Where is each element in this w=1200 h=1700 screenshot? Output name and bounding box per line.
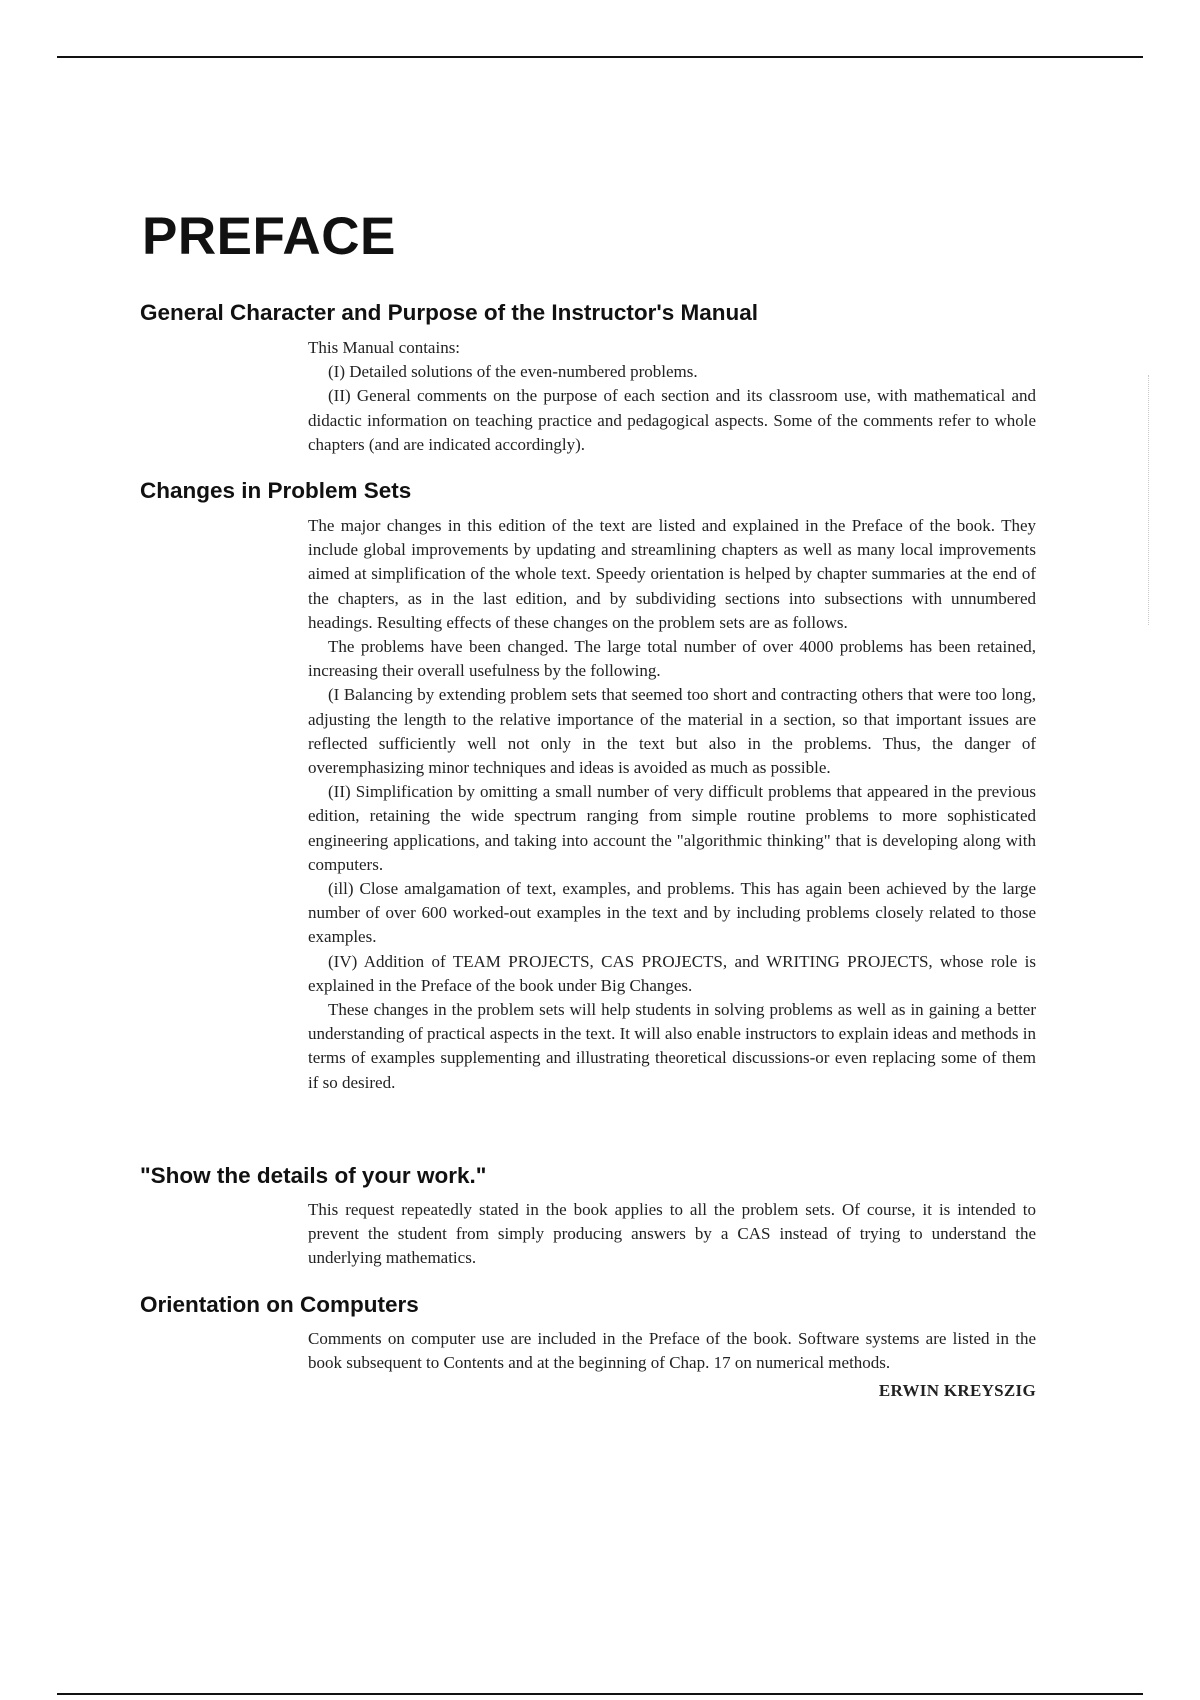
paragraph: (I) Detailed solutions of the even-numbered problems. — [328, 362, 698, 382]
paragraph: (II) General comments on the purpose of each section and its classroom use, with mathematical and didactic information on teaching practice and pedagogical aspects. Some of the comments refer to whole chapters (and are indicated accordingly). — [308, 386, 1036, 454]
paragraph: These changes in the problem sets will help students in solving problems as well as in gaining a better understanding of practical aspects in the text. It will also enable instructors to explain ideas and methods in terms of examples supplementing and illustrating theoretical discussions-or even replacing some of them if so desired. — [308, 1000, 1036, 1092]
paragraph: (I Balancing by extending problem sets that seemed too short and contracting others that were too long, adjusting the length to the relative importance of the material in a section, so that important issues are reflected sufficiently well not only in the text but also in the problems. Thus, the danger of overemphasizing minor techniques and ideas is avoided as much as possible. — [308, 685, 1036, 778]
section-manual-purpose — [308, 336, 1036, 457]
section-heading-manual-purpose: General Character and Purpose of the Instructor's Manual — [140, 300, 758, 325]
paragraph: The problems have been changed. The large total number of over 4000 problems has been retained, increasing their overall usefulness by the following. — [308, 637, 1036, 681]
page-title: PREFACE — [142, 207, 396, 266]
paragraph: This request repeatedly stated in the book applies to all the problem sets. Of course, it is intended to prevent the student from simply producing answers by a CAS instead of trying to understand the underlying mathematics. — [308, 1200, 1036, 1268]
section-computers — [308, 1327, 1036, 1404]
section-show-details — [308, 1198, 1036, 1271]
section-heading-computers: Orientation on Computers — [140, 1292, 419, 1317]
section-heading-problem-sets: Changes in Problem Sets — [140, 478, 412, 503]
section-problem-sets — [308, 514, 1036, 1095]
paragraph: (IV) Addition of TEAM PROJECTS, CAS PROJECTS, and WRITING PROJECTS, whose role is explained in the Preface of the book under Big Changes. — [308, 951, 1036, 995]
scan-margin-mark — [1148, 375, 1150, 625]
paragraph: (ill) Close amalgamation of text, examples, and problems. This has again been achieved by the large number of over 600 worked-out examples in the text and by including problems closely related to those examples. — [308, 879, 1036, 947]
paragraph: (II) Simplification by omitting a small number of very difficult problems that appeared in the previous edition, retaining the wide spectrum ranging from simple routine problems to more sophisticated engineering applications, and taking into account the "algorithmic thinking" that is developing along with computers. — [308, 782, 1036, 874]
bottom-rule — [57, 1693, 1143, 1695]
paragraph: The major changes in this edition of the text are listed and explained in the Preface of the book. They include global improvements by updating and streamlining chapters as well as many local improvements aimed at simplification of the whole text. Speedy orientation is helped by chapter summaries at the end of the chapters, as in the last edition, and by subdividing sections into subsections with unnumbered headings. Resulting effects of these changes on the problem sets are as follows. — [308, 516, 1036, 632]
section-heading-show-details: "Show the details of your work." — [140, 1163, 487, 1188]
author-signature: ERWIN KREYSZIG — [878, 1381, 1036, 1401]
paragraph: Comments on computer use are included in the Preface of the book. Software systems are listed in the book subsequent to Contents and at the beginning of Chap. 17 on numerical methods. — [308, 1329, 1036, 1373]
paragraph: This Manual contains: — [308, 338, 461, 357]
top-rule — [57, 56, 1143, 58]
